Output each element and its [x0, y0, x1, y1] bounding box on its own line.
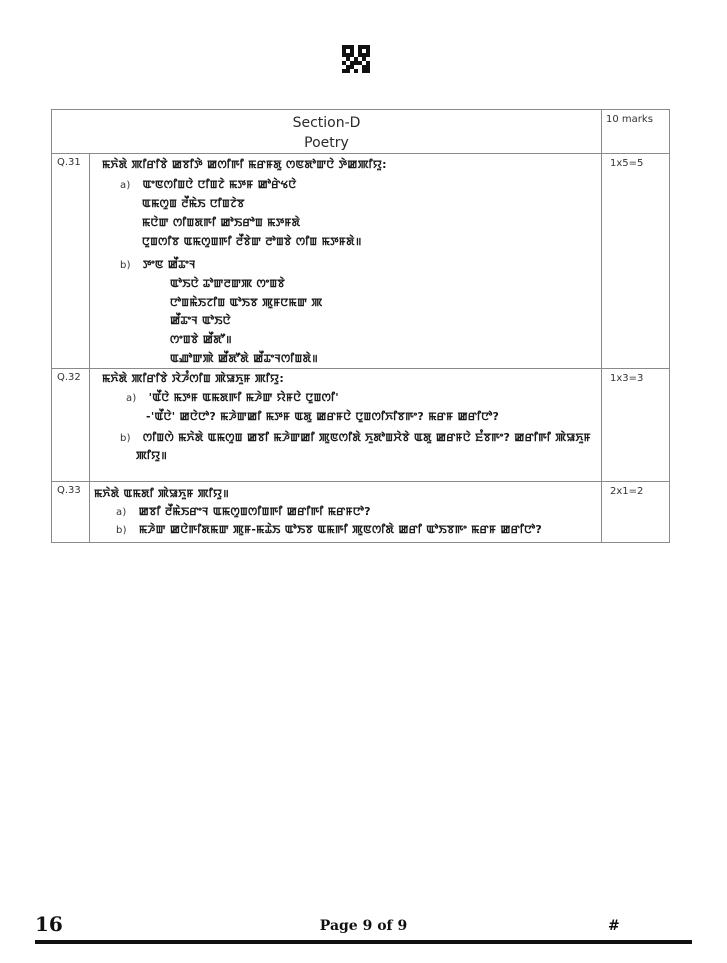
- question-number: Q.33: [57, 485, 81, 496]
- question-line: [170, 352, 318, 366]
- question-line: [142, 197, 245, 211]
- question-line: [136, 449, 167, 463]
- question-line: [142, 235, 362, 249]
- question-marks: 2x1=2: [610, 486, 644, 497]
- question-body: [90, 369, 601, 481]
- question-text: ꯀꯩꯊꯦꯜ ꯑꯣꯏꯅꯥ: [170, 314, 231, 327]
- page-number-left: 16: [35, 912, 63, 936]
- option-label: a): [126, 393, 137, 404]
- question-line: [120, 258, 196, 273]
- question-marks: 1x5=5: [610, 158, 644, 169]
- option-label: b): [120, 433, 131, 444]
- question-text: ꯅꯣꯡꯃꯥꯏꯖꯤꯡ ꯑꯣꯏꯕ ꯄꯨꯝꯅꯃꯛ ꯄ: [170, 296, 323, 309]
- question-body: [90, 482, 601, 542]
- question-row-33: [52, 482, 670, 543]
- question-row-31: [52, 154, 670, 369]
- question-text: ꯃꯈꯥꯗꯥ ꯑꯃꯗꯤ ꯄꯥꯎꯈꯨꯝ ꯄꯤꯌꯨ॥: [94, 487, 230, 500]
- question-line: [146, 410, 499, 424]
- question-text: ꯃꯈꯥꯗꯥ ꯄꯤꯔꯤꯕꯥ ꯋꯥꯍꯪꯁꯤꯡ ꯄꯥꯎꯈꯨꯝ ꯄꯤꯌꯨ:: [102, 372, 285, 385]
- question-text: ꯃꯍꯥꯛ ꯀꯅꯥꯒꯤꯗꯃꯛ ꯄꯨꯝ-ꯃꯊꯥꯏ ꯑꯣꯏꯕ ꯑꯃꯒꯤ ꯄꯨꯟꯁꯤꯗꯥ ꯀꯔꯤ ꯑꯣꯏꯕꯒꯦ ꯃꯔꯝ ꯀꯔꯤꯅꯣ?: [138, 523, 543, 536]
- section-header-cell: [52, 110, 602, 154]
- qr-code-icon: [342, 45, 370, 73]
- question-text: ꯃꯅꯥꯛ ꯁꯤꯡꯗꯒꯤ ꯀꯣꯏꯔꯣꯡ ꯃꯇꯝꯗꯥ: [142, 216, 301, 229]
- question-text: ꯑꯉꯣꯛꯄꯥ ꯀꯩꯗꯧꯗꯥ ꯀꯩꯊꯦꯜꯁꯤꯡꯗꯥ॥: [170, 352, 319, 365]
- section-title: Section-D: [292, 115, 361, 131]
- question-line: [94, 487, 229, 501]
- question-row-32: [52, 369, 670, 482]
- question-text: ꯑꯣꯏꯅꯥ ꯊꯣꯛꯂꯛꯄ ꯁꯦꯡꯕꯥ: [170, 277, 286, 290]
- question-text: ꯇꯦꯟ ꯀꯩꯊꯦꯜ: [142, 258, 196, 271]
- footer-rule: [35, 940, 692, 944]
- question-text: ꯑꯦꯟꯁꯤꯡꯅꯥ ꯅꯤꯡꯖꯥ ꯃꯇꯝ ꯀꯣꯔꯥꯠꯅꯥ: [142, 178, 297, 191]
- question-text: ꯃꯈꯥꯗꯥ ꯄꯤꯔꯤꯕꯥ ꯀꯕꯤꯇꯥ ꯀꯁꯤꯒꯤ ꯃꯔꯝꯗꯨ ꯁꯟꯗꯣꯛꯅꯥ ꯇꯥꯀꯄꯤꯌꯨ:: [102, 158, 387, 171]
- question-line: [170, 333, 232, 347]
- question-text: ꯀꯕꯤ ꯂꯩꯃꯥꯏꯔꯦꯜ ꯑꯃꯁꯨꯡꯁꯤꯡꯒꯤ ꯀꯔꯤꯒꯤ ꯃꯔꯝꯅꯣ?: [138, 505, 371, 518]
- question-number: Q.32: [57, 372, 81, 383]
- question-line: [170, 277, 285, 291]
- question-line: [116, 505, 371, 520]
- question-line: [116, 523, 542, 538]
- section-subject: Poetry: [304, 135, 349, 151]
- question-text: ꯑꯃꯁꯨꯡ ꯂꯩꯃꯥꯏ ꯅꯤꯡꯖꯥꯕ: [142, 197, 245, 210]
- option-label: b): [116, 525, 127, 536]
- section-marks-cell: [602, 110, 670, 154]
- question-text: ꯅꯨꯡꯁꯤꯕ ꯑꯃꯁꯨꯡꯒꯤ ꯂꯩꯕꯥꯛ ꯂꯣꯡꯕꯥ ꯁꯤꯡ ꯃꯇꯝꯗꯥ॥: [142, 235, 362, 248]
- question-line: [102, 158, 387, 172]
- question-line: [120, 178, 296, 193]
- question-line: [170, 296, 322, 310]
- option-label: b): [120, 260, 131, 271]
- question-text: ꯄꯤꯌꯨ॥: [136, 449, 168, 462]
- question-table: [51, 109, 670, 543]
- question-body: [90, 154, 601, 368]
- question-line: [102, 372, 284, 386]
- section-marks: 10 marks: [606, 114, 653, 125]
- question-line: [120, 431, 591, 446]
- page-indicator: Page 9 of 9: [319, 918, 408, 934]
- footer-hash-mark: #: [608, 918, 620, 934]
- question-line: [142, 216, 300, 230]
- question-text: ꯁꯤꯡꯁꯥ ꯃꯈꯥꯗꯥ ꯑꯃꯁꯨꯡ ꯀꯕꯤ ꯃꯍꯥꯛꯀꯤ ꯄꯨꯟꯁꯤꯗꯥ ꯈꯨꯗꯣꯡꯆꯥꯕꯥ ꯑꯗꯨ ꯀꯔꯝꯅꯥ ꯐꯪꯕꯒꯦ? ꯀꯔꯤꯒꯤ ꯄꯥꯎꯈꯨꯝ: [142, 431, 591, 444]
- question-line: [126, 391, 339, 406]
- question-number: Q.31: [57, 157, 81, 168]
- question-text: -'ꯑꯩꯅꯥ' ꯀꯅꯥꯅꯣ? ꯃꯍꯥꯛꯀꯤ ꯃꯇꯝ ꯑꯗꯨ ꯀꯔꯝꯅꯥ ꯅꯨꯡꯁꯤꯈꯤꯕꯒꯦ? ꯃꯔꯝ ꯀꯔꯤꯅꯣ?: [146, 410, 500, 423]
- option-label: a): [116, 507, 127, 518]
- question-line: [170, 314, 231, 328]
- question-marks: 1x3=3: [610, 373, 644, 384]
- question-text: 'ꯑꯩꯅꯥ ꯃꯇꯝ ꯑꯃꯗꯒꯤ ꯃꯍꯥꯛ ꯌꯥꯝꯅꯥ ꯅꯨꯡꯁꯤ': [148, 391, 339, 404]
- option-label: a): [120, 180, 131, 191]
- question-text: ꯁꯦꯡꯕꯥ ꯀꯩꯗꯧ॥: [170, 333, 233, 346]
